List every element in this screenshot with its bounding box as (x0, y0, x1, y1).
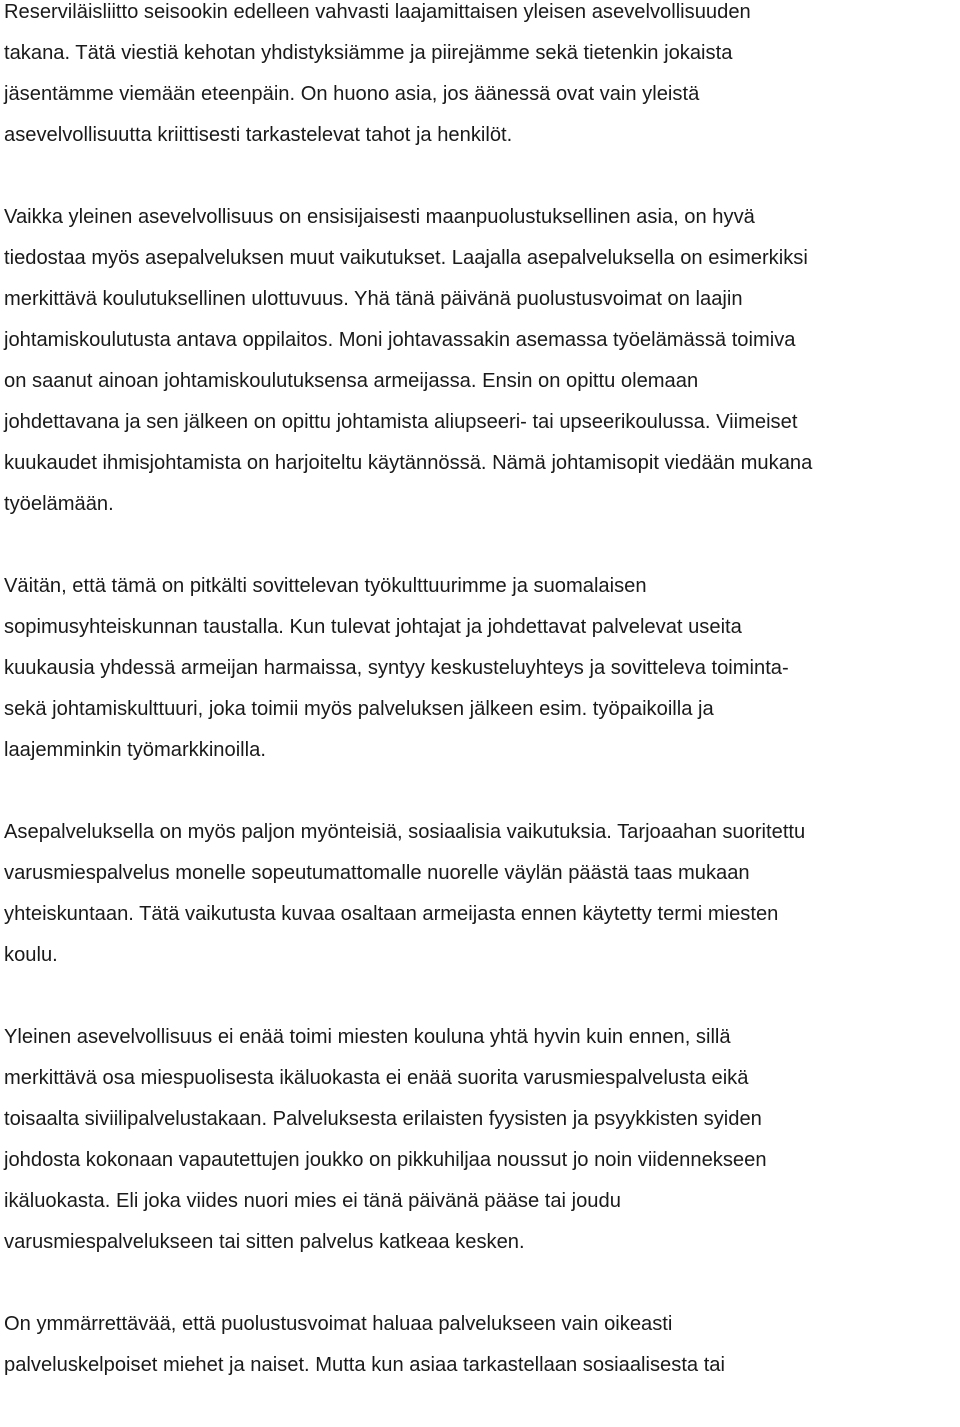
text-line: työelämään. (4, 493, 114, 515)
text-line: laajemminkin työmarkkinoilla. (4, 739, 266, 761)
text-line: koulu. (4, 944, 58, 966)
text-line: jäsentämme viemään eteenpäin. On huono asia, jos äänessä ovat vain yleistä (4, 83, 700, 105)
text-line: Asepalveluksella on myös paljon myönteisiä, sosiaalisia vaikutuksia. Tarjoaahan suoritettu (4, 821, 806, 843)
text-line: kuukausia yhdessä armeijan harmaissa, syntyy keskusteluyhteys ja sovitteleva toiminta- (4, 657, 789, 679)
text-line: On ymmärrettävää, että puolustusvoimat haluaa palvelukseen vain oikeasti (4, 1313, 673, 1335)
text-line: varusmiespalvelukseen tai sitten palvelus katkeaa kesken. (4, 1231, 525, 1253)
paragraph-social-effects (4, 812, 956, 976)
text-line: toisaalta siviilipalvelustakaan. Palveluksesta erilaisten fyysisten ja psyykkisten syiden (4, 1108, 762, 1130)
text-line: on saanut ainoan johtamiskoulutuksensa armeijassa. Ensin on opittu olemaan (4, 370, 699, 392)
text-line: johdettavana ja sen jälkeen on opittu johtamista aliupseeri- tai upseerikoulussa. Viimeiset (4, 411, 798, 433)
paragraph-fitness-requirements (4, 1304, 956, 1386)
text-line: palveluskelpoiset miehet ja naiset. Mutta kun asiaa tarkastellaan sosiaalisesta tai (4, 1354, 725, 1376)
text-line: varusmiespalvelus monelle sopeutumattomalle nuorelle väylän päästä taas mukaan (4, 862, 750, 884)
text-line: johdosta kokonaan vapautettujen joukko on pikkuhiljaa noussut jo noin viidennekseen (4, 1149, 767, 1171)
document-page (4, 0, 956, 1427)
text-line: Reserviläisliitto seisookin edelleen vahvasti laajamittaisen yleisen asevelvollisuuden (4, 1, 751, 23)
text-line: merkittävä koulutuksellinen ulottuvuus. Yhä tänä päivänä puolustusvoimat on laajin (4, 288, 743, 310)
paragraph-reservists-union (4, 0, 956, 156)
paragraph-work-culture (4, 566, 956, 771)
text-line: yhteiskuntaan. Tätä vaikutusta kuvaa osaltaan armeijasta ennen käytetty termi miesten (4, 903, 779, 925)
text-line: sopimusyhteiskunnan taustalla. Kun tulevat johtajat ja johdettavat palvelevat useita (4, 616, 742, 638)
text-line: Väitän, että tämä on pitkälti sovittelevan työkulttuurimme ja suomalaisen (4, 575, 647, 597)
text-line: kuukaudet ihmisjohtamista on harjoiteltu käytännössä. Nämä johtamisopit viedään mukana (4, 452, 813, 474)
paragraph-leadership-education (4, 197, 956, 525)
text-line: takana. Tätä viestiä kehotan yhdistyksiämme ja piirejämme sekä tietenkin jokaista (4, 42, 733, 64)
text-line: Vaikka yleinen asevelvollisuus on ensisijaisesti maanpuolustuksellinen asia, on hyvä (4, 206, 755, 228)
text-line: tiedostaa myös asepalveluksen muut vaikutukset. Laajalla asepalveluksella on esimerkiksi (4, 247, 808, 269)
paragraph-exemptions (4, 1017, 956, 1263)
text-line: sekä johtamiskulttuuri, joka toimii myös palveluksen jälkeen esim. työpaikoilla ja (4, 698, 714, 720)
text-line: johtamiskoulutusta antava oppilaitos. Moni johtavassakin asemassa työelämässä toimiva (4, 329, 796, 351)
text-line: merkittävä osa miespuolisesta ikäluokasta ei enää suorita varusmiespalvelusta eikä (4, 1067, 749, 1089)
text-line: ikäluokasta. Eli joka viides nuori mies ei tänä päivänä pääse tai joudu (4, 1190, 621, 1212)
text-line: asevelvollisuutta kriittisesti tarkastelevat tahot ja henkilöt. (4, 124, 513, 146)
text-line: Yleinen asevelvollisuus ei enää toimi miesten kouluna yhtä hyvin kuin ennen, sillä (4, 1026, 731, 1048)
